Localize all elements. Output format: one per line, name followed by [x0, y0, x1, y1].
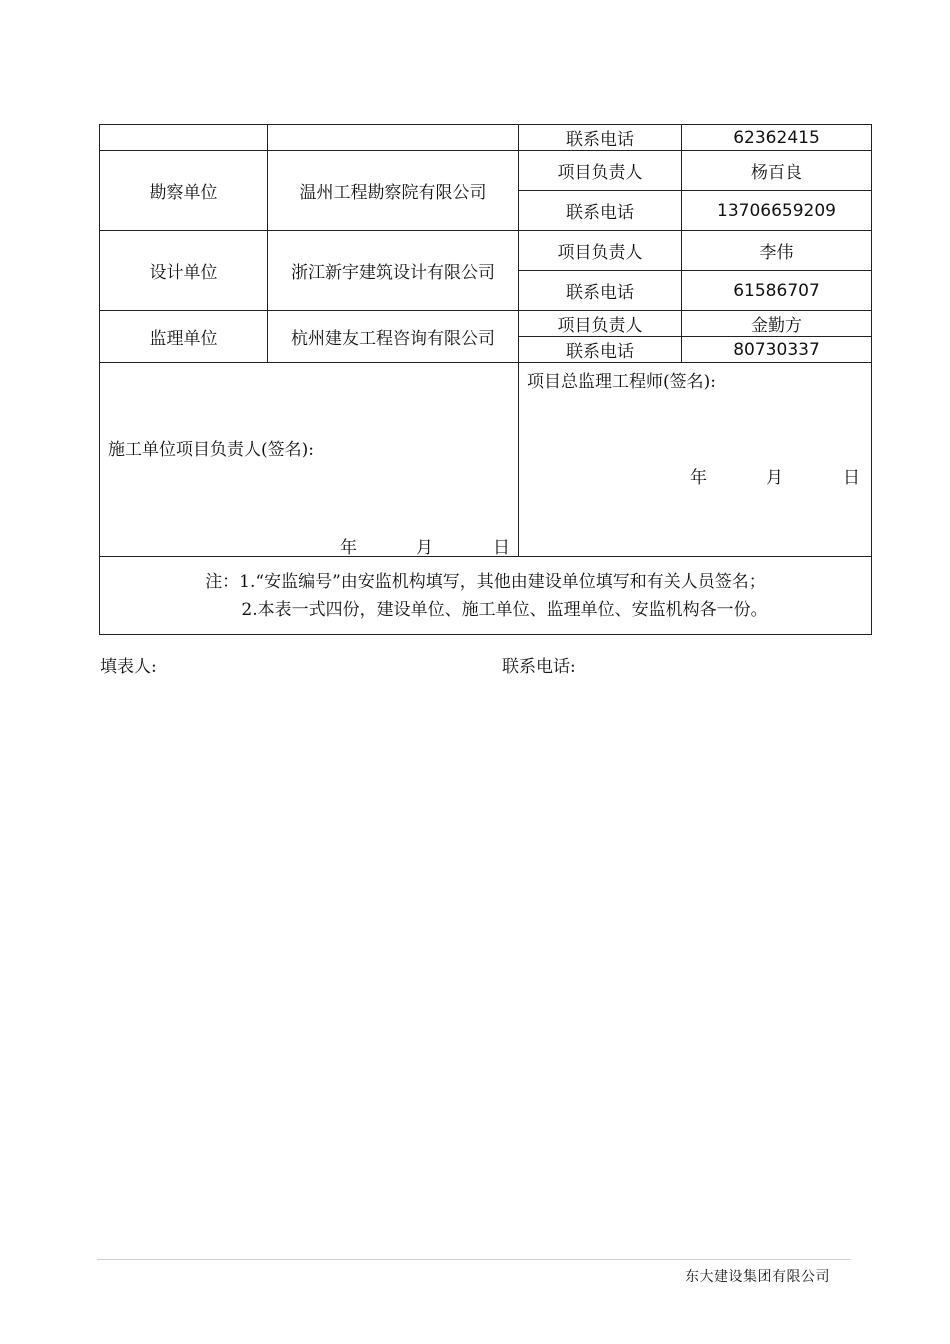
supervisor-date-month: 月	[766, 468, 783, 488]
design-phone-label: 联系电话	[519, 271, 682, 311]
note-line-1: 注：1.“安监编号”由安监机构填写，其他由建设单位填写和有关人员签名；	[205, 571, 766, 592]
supervisor-date-day: 日	[843, 468, 860, 488]
construction-date-month: 月	[416, 538, 433, 557]
survey-unit-label: 勘察单位	[100, 151, 268, 231]
design-phone: 61586707	[682, 271, 872, 311]
supervisor-signature-label: 项目总监理工程师(签名):	[527, 372, 716, 392]
design-unit-name: 浙江新宇建筑设计有限公司	[268, 231, 519, 311]
design-leader: 李伟	[682, 231, 872, 271]
phone-value: 62362415	[682, 125, 872, 151]
unit-name-cell-empty	[268, 125, 519, 151]
phone-label: 联系电话	[519, 125, 682, 151]
note-line-2: 2.本表一式四份，建设单位、施工单位、监理单位、安监机构各一份。	[241, 599, 768, 620]
supervision-leader-label: 项目负责人	[519, 311, 682, 337]
survey-leader-label: 项目负责人	[519, 151, 682, 191]
company-name: 东大建设集团有限公司	[685, 1269, 830, 1285]
survey-leader: 杨百良	[682, 151, 872, 191]
notes-cell	[100, 557, 872, 635]
filler-label: 填表人:	[100, 657, 157, 677]
supervision-unit-label: 监理单位	[100, 311, 268, 363]
survey-phone-label: 联系电话	[519, 191, 682, 231]
design-unit-label: 设计单位	[100, 231, 268, 311]
supervision-unit-name: 杭州建友工程咨询有限公司	[268, 311, 519, 363]
construction-signature-label: 施工单位项目负责人(签名):	[108, 440, 314, 460]
supervision-phone: 80730337	[682, 337, 872, 363]
survey-unit-name: 温州工程勘察院有限公司	[268, 151, 519, 231]
construction-signature-cell	[100, 363, 519, 557]
footer-divider	[97, 1259, 851, 1260]
supervisor-signature-cell	[519, 363, 872, 557]
unit-label-cell-empty	[100, 125, 268, 151]
info-table	[99, 124, 872, 635]
supervisor-date-year: 年	[690, 468, 707, 488]
construction-date-year: 年	[340, 538, 357, 557]
design-leader-label: 项目负责人	[519, 231, 682, 271]
supervision-leader: 金勤方	[682, 311, 872, 337]
footer-phone-label: 联系电话:	[502, 657, 576, 677]
survey-phone: 13706659209	[682, 191, 872, 231]
supervision-phone-label: 联系电话	[519, 337, 682, 363]
construction-date-day: 日	[493, 538, 510, 557]
